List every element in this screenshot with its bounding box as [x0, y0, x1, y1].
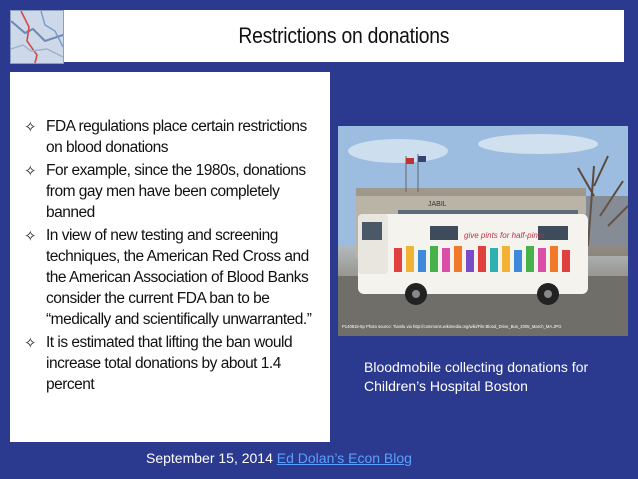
- bloodmobile-illustration: [338, 126, 628, 336]
- bullet-star-icon: ✧: [24, 228, 37, 245]
- slide-footer: [146, 450, 412, 466]
- photo-caption: Bloodmobile collecting donations for Children’s Hospital Boston: [364, 359, 589, 394]
- bullet-text: In view of new testing and screening techniques, the American Red Cross and the American Association of Blood Banks consider the current FDA ban to be “medically and scientifically unwarranted.”: [46, 227, 312, 328]
- bullet-star-icon: ✧: [24, 119, 37, 136]
- title-bar: [64, 10, 624, 62]
- map-thumbnail: [10, 10, 64, 64]
- bloodmobile-photo: [338, 126, 628, 336]
- bullet-item: [24, 160, 318, 223]
- photo-credit: P140815-5p Photo source: Tiamlu via http://commons.wikimedia.org/wiki/File:Blood_Drive_Bus_2005_March_MA.JPG: [342, 324, 562, 329]
- bus-slogan: give pints for half-pints: [464, 231, 545, 240]
- footer-date: September 15, 2014: [146, 450, 273, 466]
- bullet-star-icon: ✧: [24, 163, 37, 180]
- bullet-item: [24, 332, 318, 395]
- bullet-panel: [10, 72, 330, 442]
- bullet-star-icon: ✧: [24, 335, 37, 352]
- econ-blog-link[interactable]: Ed Dolan’s Econ Blog: [276, 450, 412, 466]
- bullet-item: [24, 225, 318, 330]
- map-thumbnail-image: [11, 11, 63, 63]
- bullet-item: [24, 116, 318, 158]
- building-sign: JABIL: [428, 201, 447, 208]
- bullet-text: FDA regulations place certain restrictions on blood donations: [46, 118, 307, 156]
- bullet-text: For example, since the 1980s, donations from gay men have been completely banned: [46, 162, 306, 221]
- bullet-list: [10, 72, 330, 395]
- bullet-text: It is estimated that lifting the ban would increase total donations by about 1.4 percent: [46, 334, 293, 393]
- slide-title: Restrictions on donations: [238, 23, 450, 48]
